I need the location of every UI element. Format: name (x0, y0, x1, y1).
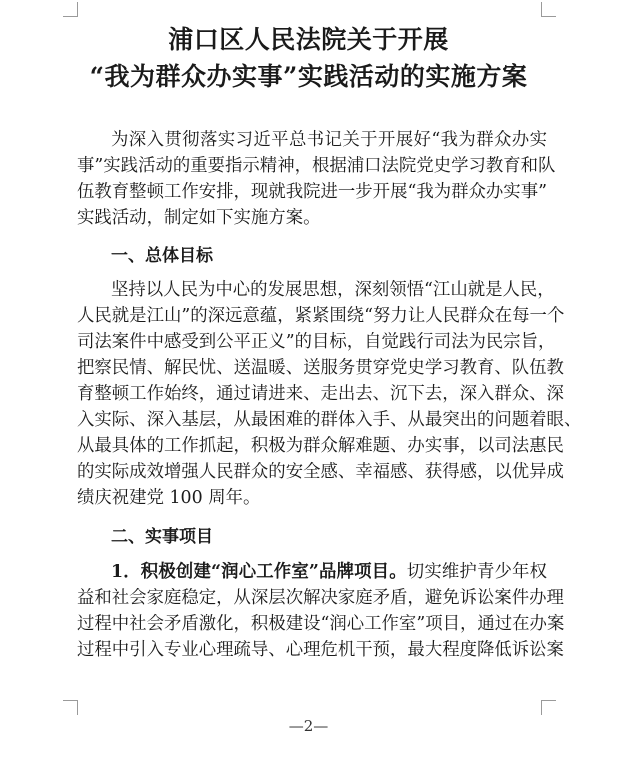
crop-mark-top-left (63, 2, 78, 17)
crop-mark-bottom-right (541, 700, 556, 715)
crop-mark-top-right (541, 2, 556, 17)
page-number: —2— (288, 717, 329, 735)
intro-line: 伍教育整顿工作安排，现就我院进一步开展“我为群众办实事” (77, 182, 547, 202)
projects-line: 过程中社会矛盾激化，积极建设“润心工作室”项目，通过在办案 (77, 614, 565, 634)
document-title-line-2: “我为群众办实事”实践活动的实施方案 (89, 62, 528, 91)
intro-line: 事”实践活动的重要指示精神，根据浦口法院党史学习教育和队 (77, 156, 556, 176)
goals-line: 入实际、深入基层，从最困难的群体入手、从最突出的问题着眼、 (77, 410, 582, 430)
projects-item-1-text: 切实维护青少年权 (406, 562, 547, 582)
goals-line: 司法案件中感受到公平正义”的目标，自觉践行司法为民宗旨， (77, 332, 556, 352)
intro-line: 实践活动，制定如下实施方案。 (77, 208, 321, 228)
goals-line: 坚持以人民为中心的发展思想，深刻领悟“江山就是人民， (111, 280, 555, 300)
section-heading-projects: 二、实事项目 (111, 527, 213, 547)
projects-line: 过程中引入专业心理疏导、心理危机干预，最大程度降低诉讼案 (77, 640, 564, 660)
projects-line: 益和社会家庭稳定，从深层次解决家庭矛盾，避免诉讼案件办理 (77, 588, 564, 608)
projects-item-1-line (111, 560, 547, 584)
section-heading-goals: 一、总体目标 (111, 246, 213, 266)
goals-line: 的实际成效增强人民群众的安全感、幸福感、获得感，以优异成 (77, 462, 564, 482)
goals-line: 人民就是江山”的深远意蕴，紧紧围绕“努力让人民群众在每一个 (77, 306, 565, 326)
goals-line: 把察民情、解民忧、送温暖、送服务贯穿党史学习教育、队伍教 (77, 358, 564, 378)
goals-line: 从最具体的工作抓起，积极为群众解难题、办实事，以司法惠民 (77, 436, 564, 456)
goals-line: 育整顿工作始终，通过请进来、走出去、沉下去，深入群众、深 (77, 384, 564, 404)
crop-mark-bottom-left (63, 700, 78, 715)
goals-line: 绩庆祝建党 100 周年。 (77, 488, 261, 508)
intro-line: 为深入贯彻落实习近平总书记关于开展好“我为群众办实 (111, 130, 547, 150)
document-title-line-1: 浦口区人民法院关于开展 (168, 25, 449, 54)
projects-item-1-title: 1．积极创建“润心工作室”品牌项目。 (111, 562, 407, 582)
